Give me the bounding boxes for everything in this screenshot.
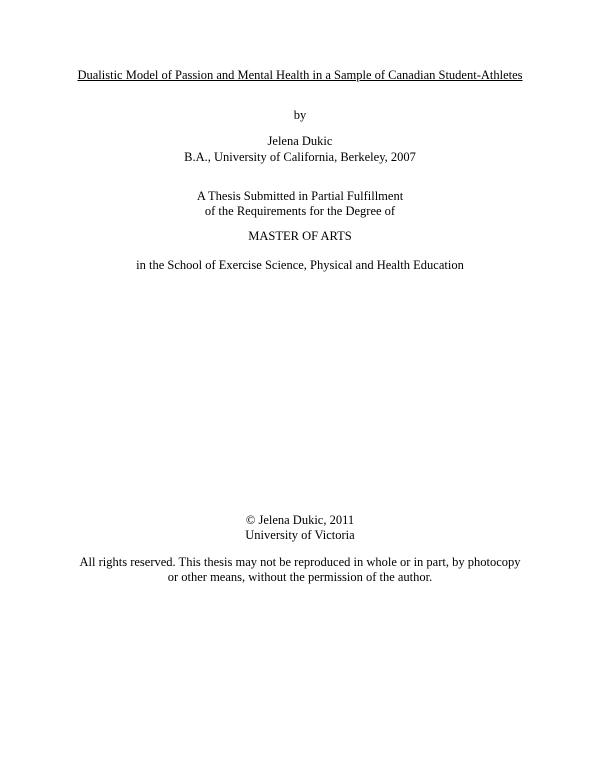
rights-line-1: All rights reserved. This thesis may not be reproduced in whole or in part, by photocopy bbox=[79, 555, 521, 569]
university-name: University of Victoria bbox=[245, 528, 355, 542]
rights-line-2: or other means, without the permission of the author. bbox=[167, 570, 433, 584]
author-name: Jelena Dukic bbox=[267, 134, 333, 148]
degree-name: MASTER OF ARTS bbox=[248, 229, 352, 243]
submission-line-2: of the Requirements for the Degree of bbox=[204, 204, 396, 218]
thesis-title: Dualistic Model of Passion and Mental Health in a Sample of Canadian Student-Athletes bbox=[77, 68, 523, 82]
prior-degree: B.A., University of California, Berkeley, 2007 bbox=[184, 150, 416, 164]
school-name: in the School of Exercise Science, Physical and Health Education bbox=[136, 258, 464, 272]
copyright-line: © Jelena Dukic, 2011 bbox=[245, 513, 355, 527]
by-label: by bbox=[293, 108, 307, 122]
submission-line-1: A Thesis Submitted in Partial Fulfillment bbox=[196, 189, 404, 203]
